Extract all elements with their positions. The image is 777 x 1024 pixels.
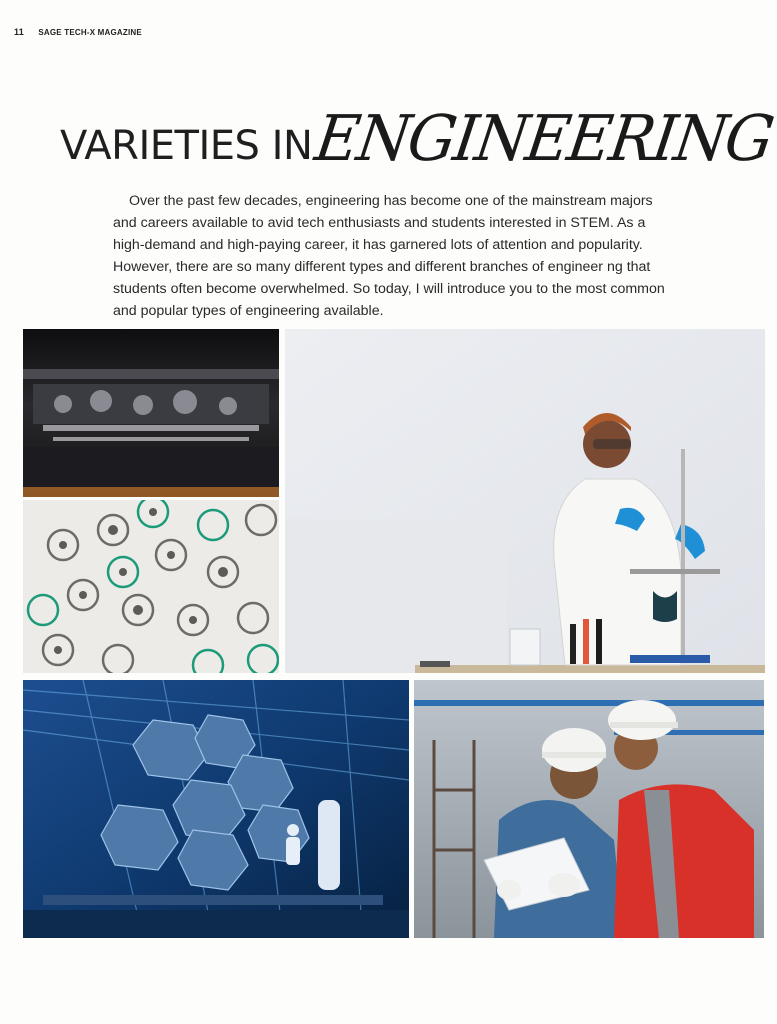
engine-photo (23, 329, 279, 497)
construction-workers-photo (414, 680, 764, 938)
article-title (60, 102, 777, 176)
telescope-mirror-photo (23, 680, 409, 938)
lab-scientist-photo (285, 329, 765, 673)
cells-micrograph (23, 500, 279, 673)
magazine-name: SAGE TECH-X MAGAZINE (38, 28, 142, 37)
title-script: ENGINEERING (311, 102, 777, 176)
page-number: 11 (14, 27, 24, 37)
running-header (14, 27, 142, 37)
intro-paragraph: Over the past few decades, engineering has become one of the mainstream majors and careers available to avid tech enthusiasts and students interested in STEM. As a high-demand and high-paying career, it has garnered lots of attention and popularity. However, there are so many different types and different branches of engineer ng that students often become overwhelmed. So today, I will introduce you to the most common and popular types of engineering available. (113, 193, 665, 319)
title-plain: VARIETIES IN (60, 123, 313, 169)
